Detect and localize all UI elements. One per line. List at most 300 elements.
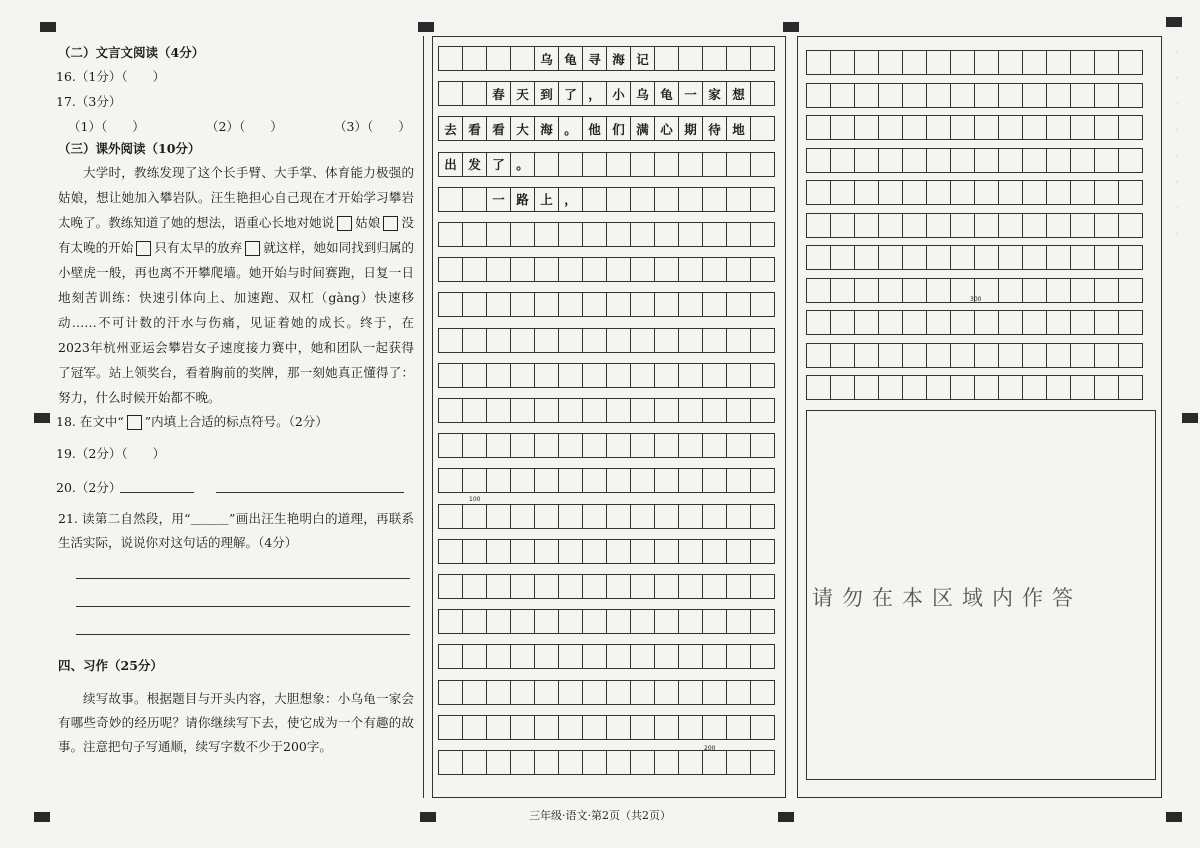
grid-cell[interactable]	[926, 50, 951, 75]
grid-cell[interactable]	[974, 148, 999, 173]
grid-cell[interactable]	[630, 468, 655, 493]
grid-cell[interactable]	[750, 222, 775, 247]
grid-cell[interactable]	[726, 609, 751, 634]
grid-cell[interactable]	[806, 115, 831, 140]
grid-cell[interactable]	[1022, 245, 1047, 270]
grid-cell[interactable]: 们	[606, 116, 631, 141]
grid-cell[interactable]	[486, 46, 511, 71]
grid-cell[interactable]	[1094, 213, 1119, 238]
grid-cell[interactable]	[510, 468, 535, 493]
grid-cell[interactable]	[1094, 310, 1119, 335]
grid-cell[interactable]	[654, 46, 679, 71]
grid-cell[interactable]	[606, 398, 631, 423]
grid-cell[interactable]: 天	[510, 81, 535, 106]
grid-cell[interactable]	[510, 715, 535, 740]
grid-cell[interactable]	[1094, 50, 1119, 75]
grid-cell[interactable]	[606, 292, 631, 317]
grid-cell[interactable]: 春	[486, 81, 511, 106]
grid-cell[interactable]: 上	[534, 187, 559, 212]
grid-cell[interactable]	[902, 50, 927, 75]
grid-cell[interactable]	[606, 539, 631, 564]
grid-cell[interactable]	[606, 504, 631, 529]
grid-cell[interactable]	[558, 257, 583, 282]
grid-cell[interactable]	[558, 328, 583, 353]
grid-cell[interactable]	[1118, 310, 1143, 335]
grid-cell[interactable]	[510, 504, 535, 529]
grid-cell[interactable]	[702, 433, 727, 458]
grid-cell[interactable]	[1094, 375, 1119, 400]
grid-cell[interactable]	[582, 328, 607, 353]
grid-cell[interactable]	[654, 644, 679, 669]
grid-cell[interactable]	[902, 310, 927, 335]
grid-cell[interactable]: 出	[438, 152, 463, 177]
grid-cell[interactable]	[750, 398, 775, 423]
grid-cell[interactable]	[462, 363, 487, 388]
grid-cell[interactable]	[750, 328, 775, 353]
grid-cell[interactable]	[558, 433, 583, 458]
grid-cell[interactable]	[726, 222, 751, 247]
grid-cell[interactable]	[974, 83, 999, 108]
grid-cell[interactable]: 龟	[558, 46, 583, 71]
grid-cell[interactable]	[974, 245, 999, 270]
grid-cell[interactable]	[678, 222, 703, 247]
grid-cell[interactable]	[582, 539, 607, 564]
grid-cell[interactable]	[854, 343, 879, 368]
grid-cell[interactable]	[1022, 50, 1047, 75]
grid-cell[interactable]	[974, 310, 999, 335]
grid-cell[interactable]: 。	[510, 152, 535, 177]
grid-cell[interactable]	[606, 152, 631, 177]
grid-cell[interactable]	[702, 398, 727, 423]
grid-cell[interactable]	[1046, 375, 1071, 400]
grid-cell[interactable]	[1046, 213, 1071, 238]
grid-cell[interactable]	[1070, 343, 1095, 368]
grid-cell[interactable]	[998, 148, 1023, 173]
grid-cell[interactable]	[534, 398, 559, 423]
grid-cell[interactable]	[1022, 213, 1047, 238]
grid-cell[interactable]	[678, 574, 703, 599]
grid-cell[interactable]	[630, 398, 655, 423]
grid-cell[interactable]	[1070, 278, 1095, 303]
grid-cell[interactable]	[750, 257, 775, 282]
grid-cell[interactable]	[806, 310, 831, 335]
grid-cell[interactable]	[510, 539, 535, 564]
grid-cell[interactable]	[726, 750, 751, 775]
grid-cell[interactable]	[1022, 148, 1047, 173]
grid-cell[interactable]	[1118, 343, 1143, 368]
grid-cell[interactable]	[1046, 278, 1071, 303]
grid-cell[interactable]	[1022, 115, 1047, 140]
grid-cell[interactable]	[1046, 83, 1071, 108]
grid-cell[interactable]	[582, 715, 607, 740]
grid-cell[interactable]	[726, 504, 751, 529]
grid-cell[interactable]	[926, 115, 951, 140]
grid-cell[interactable]	[630, 680, 655, 705]
grid-cell[interactable]	[534, 257, 559, 282]
grid-cell[interactable]	[558, 222, 583, 247]
grid-cell[interactable]: 满	[630, 116, 655, 141]
grid-cell[interactable]	[726, 46, 751, 71]
grid-cell[interactable]	[1070, 245, 1095, 270]
grid-cell[interactable]: 乌	[534, 46, 559, 71]
grid-cell[interactable]	[582, 750, 607, 775]
grid-cell[interactable]: 一	[678, 81, 703, 106]
grid-cell[interactable]	[854, 310, 879, 335]
grid-cell[interactable]	[998, 375, 1023, 400]
grid-cell[interactable]	[998, 343, 1023, 368]
grid-cell[interactable]	[462, 257, 487, 282]
grid-cell[interactable]	[726, 433, 751, 458]
grid-cell[interactable]	[582, 433, 607, 458]
grid-cell[interactable]	[606, 222, 631, 247]
grid-cell[interactable]	[462, 504, 487, 529]
grid-cell[interactable]	[582, 292, 607, 317]
grid-cell[interactable]	[486, 222, 511, 247]
grid-cell[interactable]	[998, 115, 1023, 140]
grid-cell[interactable]	[558, 715, 583, 740]
grid-cell[interactable]	[558, 398, 583, 423]
grid-cell[interactable]	[678, 187, 703, 212]
grid-cell[interactable]	[806, 245, 831, 270]
grid-cell[interactable]	[878, 180, 903, 205]
grid-cell[interactable]: 了	[486, 152, 511, 177]
grid-cell[interactable]	[534, 433, 559, 458]
grid-cell[interactable]	[702, 257, 727, 282]
grid-cell[interactable]	[702, 363, 727, 388]
grid-cell[interactable]	[702, 574, 727, 599]
grid-cell[interactable]: 到	[534, 81, 559, 106]
grid-cell[interactable]	[438, 187, 463, 212]
grid-cell[interactable]	[678, 680, 703, 705]
grid-cell[interactable]	[438, 398, 463, 423]
grid-cell[interactable]	[830, 83, 855, 108]
grid-cell[interactable]	[558, 468, 583, 493]
grid-cell[interactable]: 龟	[654, 81, 679, 106]
grid-cell[interactable]	[558, 292, 583, 317]
grid-cell[interactable]	[462, 574, 487, 599]
grid-cell[interactable]	[654, 257, 679, 282]
grid-cell[interactable]	[750, 187, 775, 212]
grid-cell[interactable]	[854, 278, 879, 303]
grid-cell[interactable]	[806, 278, 831, 303]
grid-cell[interactable]	[1118, 180, 1143, 205]
grid-cell[interactable]	[926, 343, 951, 368]
grid-cell[interactable]	[678, 398, 703, 423]
grid-cell[interactable]	[974, 213, 999, 238]
grid-cell[interactable]	[878, 213, 903, 238]
grid-cell[interactable]	[462, 46, 487, 71]
grid-cell[interactable]	[726, 539, 751, 564]
grid-cell[interactable]	[1070, 115, 1095, 140]
grid-cell[interactable]	[1022, 310, 1047, 335]
grid-cell[interactable]	[854, 180, 879, 205]
grid-cell[interactable]	[1046, 343, 1071, 368]
grid-cell[interactable]: 一	[486, 187, 511, 212]
grid-cell[interactable]	[926, 375, 951, 400]
grid-cell[interactable]	[1070, 50, 1095, 75]
grid-cell[interactable]	[1070, 83, 1095, 108]
grid-cell[interactable]	[438, 292, 463, 317]
grid-cell[interactable]	[1070, 180, 1095, 205]
grid-cell[interactable]	[750, 81, 775, 106]
grid-cell[interactable]	[926, 310, 951, 335]
grid-cell[interactable]	[438, 715, 463, 740]
grid-cell[interactable]	[462, 644, 487, 669]
grid-cell[interactable]: 发	[462, 152, 487, 177]
grid-cell[interactable]	[702, 187, 727, 212]
grid-cell[interactable]	[1118, 50, 1143, 75]
grid-cell[interactable]	[654, 328, 679, 353]
grid-cell[interactable]	[534, 750, 559, 775]
grid-cell[interactable]: 待	[702, 116, 727, 141]
grid-cell[interactable]	[878, 310, 903, 335]
grid-cell[interactable]	[438, 46, 463, 71]
grid-cell[interactable]	[582, 187, 607, 212]
grid-cell[interactable]	[510, 328, 535, 353]
grid-cell[interactable]	[950, 148, 975, 173]
punctuation-box[interactable]	[337, 216, 352, 231]
grid-cell[interactable]	[950, 50, 975, 75]
grid-cell[interactable]	[582, 222, 607, 247]
grid-cell[interactable]	[558, 750, 583, 775]
grid-cell[interactable]	[654, 433, 679, 458]
grid-cell[interactable]	[510, 222, 535, 247]
grid-cell[interactable]	[854, 148, 879, 173]
grid-cell[interactable]	[974, 50, 999, 75]
grid-cell[interactable]	[902, 115, 927, 140]
grid-cell[interactable]	[878, 278, 903, 303]
grid-cell[interactable]	[678, 644, 703, 669]
punctuation-box[interactable]	[245, 241, 260, 256]
grid-cell[interactable]	[702, 328, 727, 353]
grid-cell[interactable]	[438, 574, 463, 599]
grid-cell[interactable]	[726, 468, 751, 493]
punctuation-box[interactable]	[136, 241, 151, 256]
grid-cell[interactable]: 家	[702, 81, 727, 106]
grid-cell[interactable]	[510, 363, 535, 388]
grid-cell[interactable]: 他	[582, 116, 607, 141]
grid-cell[interactable]	[582, 574, 607, 599]
grid-cell[interactable]: 记	[630, 46, 655, 71]
grid-cell[interactable]	[438, 504, 463, 529]
grid-cell[interactable]	[486, 363, 511, 388]
grid-cell[interactable]	[534, 609, 559, 634]
grid-cell[interactable]	[1070, 148, 1095, 173]
grid-cell[interactable]	[1022, 278, 1047, 303]
grid-cell[interactable]	[702, 715, 727, 740]
grid-cell[interactable]	[878, 148, 903, 173]
grid-cell[interactable]	[654, 292, 679, 317]
grid-cell[interactable]	[830, 375, 855, 400]
grid-cell[interactable]	[1022, 180, 1047, 205]
grid-cell[interactable]	[702, 680, 727, 705]
grid-cell[interactable]	[438, 328, 463, 353]
grid-cell[interactable]	[654, 680, 679, 705]
grid-cell[interactable]	[486, 539, 511, 564]
grid-cell[interactable]	[750, 46, 775, 71]
grid-cell[interactable]	[902, 278, 927, 303]
grid-cell[interactable]	[950, 343, 975, 368]
grid-cell[interactable]	[678, 152, 703, 177]
grid-cell[interactable]	[806, 50, 831, 75]
grid-cell[interactable]	[726, 152, 751, 177]
grid-cell[interactable]: 乌	[630, 81, 655, 106]
grid-cell[interactable]	[830, 310, 855, 335]
grid-cell[interactable]	[1022, 343, 1047, 368]
grid-cell[interactable]	[726, 574, 751, 599]
grid-cell[interactable]	[558, 504, 583, 529]
grid-cell[interactable]	[750, 504, 775, 529]
grid-cell[interactable]	[1022, 83, 1047, 108]
grid-cell[interactable]	[1046, 310, 1071, 335]
grid-cell[interactable]	[438, 363, 463, 388]
grid-cell[interactable]	[606, 644, 631, 669]
grid-cell[interactable]	[654, 152, 679, 177]
grid-cell[interactable]: 看	[462, 116, 487, 141]
grid-cell[interactable]	[726, 398, 751, 423]
grid-cell[interactable]	[654, 468, 679, 493]
grid-cell[interactable]	[950, 180, 975, 205]
grid-cell[interactable]	[582, 504, 607, 529]
grid-cell[interactable]	[1046, 245, 1071, 270]
grid-cell[interactable]	[998, 180, 1023, 205]
grid-cell[interactable]	[1118, 148, 1143, 173]
grid-cell[interactable]	[654, 609, 679, 634]
grid-cell[interactable]	[702, 46, 727, 71]
grid-cell[interactable]	[726, 644, 751, 669]
grid-cell[interactable]	[830, 180, 855, 205]
grid-cell[interactable]	[558, 539, 583, 564]
grid-cell[interactable]: 心	[654, 116, 679, 141]
grid-cell[interactable]	[558, 574, 583, 599]
grid-cell[interactable]	[902, 83, 927, 108]
grid-cell[interactable]	[950, 310, 975, 335]
grid-cell[interactable]	[702, 222, 727, 247]
grid-cell[interactable]	[462, 187, 487, 212]
grid-cell[interactable]	[462, 292, 487, 317]
grid-cell[interactable]: 海	[534, 116, 559, 141]
grid-cell[interactable]	[606, 433, 631, 458]
grid-cell[interactable]	[926, 245, 951, 270]
grid-cell[interactable]	[998, 50, 1023, 75]
grid-cell[interactable]	[654, 574, 679, 599]
grid-cell[interactable]	[1094, 180, 1119, 205]
grid-cell[interactable]	[950, 213, 975, 238]
grid-cell[interactable]	[1118, 278, 1143, 303]
q21-answer-line[interactable]	[76, 578, 410, 579]
grid-cell[interactable]	[926, 213, 951, 238]
grid-cell[interactable]	[1046, 115, 1071, 140]
grid-cell[interactable]	[534, 222, 559, 247]
grid-cell[interactable]	[582, 644, 607, 669]
grid-cell[interactable]	[678, 328, 703, 353]
grid-cell[interactable]	[486, 468, 511, 493]
grid-cell[interactable]	[878, 115, 903, 140]
grid-cell[interactable]	[462, 398, 487, 423]
grid-cell[interactable]	[438, 222, 463, 247]
grid-cell[interactable]	[1094, 245, 1119, 270]
grid-cell[interactable]	[534, 680, 559, 705]
grid-cell[interactable]	[510, 292, 535, 317]
grid-cell[interactable]	[678, 433, 703, 458]
grid-cell[interactable]	[654, 222, 679, 247]
grid-cell[interactable]	[630, 152, 655, 177]
grid-cell[interactable]	[678, 363, 703, 388]
grid-cell[interactable]	[558, 152, 583, 177]
grid-cell[interactable]	[606, 574, 631, 599]
grid-cell[interactable]	[630, 363, 655, 388]
grid-cell[interactable]	[806, 213, 831, 238]
grid-cell[interactable]	[582, 398, 607, 423]
grid-cell[interactable]	[726, 328, 751, 353]
grid-cell[interactable]	[902, 343, 927, 368]
grid-cell[interactable]	[510, 750, 535, 775]
grid-cell[interactable]: 了	[558, 81, 583, 106]
grid-cell[interactable]	[462, 433, 487, 458]
grid-cell[interactable]	[438, 680, 463, 705]
grid-cell[interactable]	[1046, 180, 1071, 205]
grid-cell[interactable]	[750, 152, 775, 177]
grid-cell[interactable]	[630, 187, 655, 212]
grid-cell[interactable]	[654, 398, 679, 423]
grid-cell[interactable]	[582, 363, 607, 388]
grid-cell[interactable]	[534, 539, 559, 564]
grid-cell[interactable]	[462, 81, 487, 106]
grid-cell[interactable]	[726, 363, 751, 388]
grid-cell[interactable]	[630, 257, 655, 282]
grid-cell[interactable]	[750, 750, 775, 775]
grid-cell[interactable]	[830, 148, 855, 173]
grid-cell[interactable]	[486, 292, 511, 317]
grid-cell[interactable]	[750, 715, 775, 740]
grid-cell[interactable]	[998, 213, 1023, 238]
grid-cell[interactable]	[750, 574, 775, 599]
grid-cell[interactable]	[630, 574, 655, 599]
grid-cell[interactable]	[486, 433, 511, 458]
grid-cell[interactable]	[1070, 375, 1095, 400]
grid-cell[interactable]	[726, 187, 751, 212]
grid-cell[interactable]: 看	[486, 116, 511, 141]
grid-cell[interactable]	[750, 433, 775, 458]
grid-cell[interactable]	[486, 398, 511, 423]
grid-cell[interactable]	[558, 680, 583, 705]
grid-cell[interactable]	[902, 375, 927, 400]
grid-cell[interactable]	[438, 468, 463, 493]
grid-cell[interactable]	[534, 292, 559, 317]
grid-cell[interactable]	[534, 328, 559, 353]
grid-cell[interactable]	[630, 433, 655, 458]
grid-cell[interactable]	[678, 750, 703, 775]
grid-cell[interactable]	[558, 609, 583, 634]
grid-cell[interactable]	[654, 187, 679, 212]
grid-cell[interactable]	[1094, 343, 1119, 368]
grid-cell[interactable]	[830, 50, 855, 75]
grid-cell[interactable]	[878, 343, 903, 368]
grid-cell[interactable]	[702, 292, 727, 317]
grid-cell[interactable]: 海	[606, 46, 631, 71]
grid-cell[interactable]	[534, 574, 559, 599]
grid-cell[interactable]	[830, 343, 855, 368]
grid-cell[interactable]	[486, 715, 511, 740]
grid-cell[interactable]	[582, 152, 607, 177]
grid-cell[interactable]	[534, 644, 559, 669]
grid-cell[interactable]	[854, 245, 879, 270]
grid-cell[interactable]	[902, 180, 927, 205]
grid-cell[interactable]	[510, 574, 535, 599]
grid-cell[interactable]	[854, 213, 879, 238]
q21-answer-line[interactable]	[76, 634, 410, 635]
grid-cell[interactable]	[726, 257, 751, 282]
